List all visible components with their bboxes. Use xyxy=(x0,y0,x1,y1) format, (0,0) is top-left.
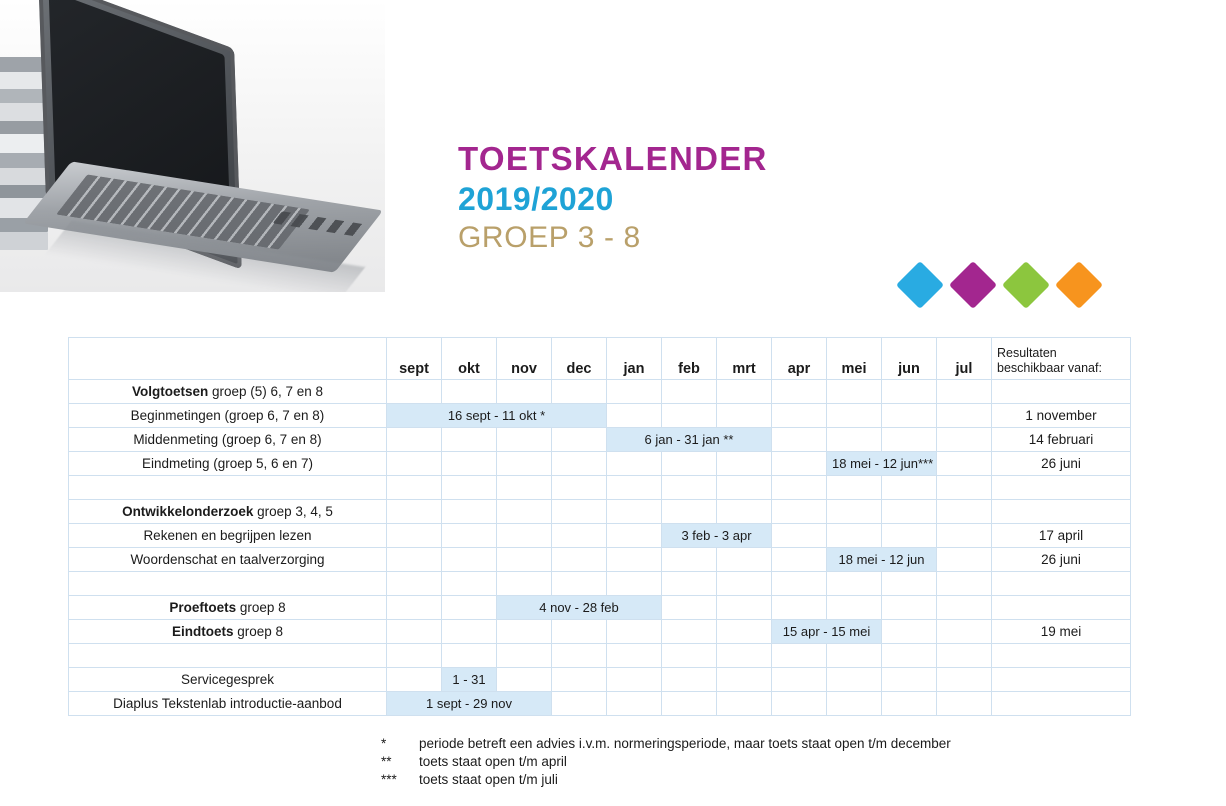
month-cell xyxy=(552,380,607,404)
table-row xyxy=(69,380,1131,404)
month-cell xyxy=(442,596,497,620)
month-cell xyxy=(717,644,772,668)
diamond-icon-purple xyxy=(949,261,997,309)
month-cell xyxy=(827,524,882,548)
page-subtitle-group: GROEP 3 - 8 xyxy=(458,220,641,254)
result-date-cell xyxy=(992,572,1131,596)
month-cell xyxy=(607,668,662,692)
month-cell xyxy=(717,404,772,428)
month-cell xyxy=(717,452,772,476)
column-header-month: mei xyxy=(827,338,882,380)
table-row xyxy=(69,524,1131,548)
footnote-marker: * xyxy=(381,736,387,751)
month-cell xyxy=(552,500,607,524)
month-cell xyxy=(607,644,662,668)
row-label-text: Beginmetingen (groep 6, 7 en 8) xyxy=(130,408,325,423)
column-header-activity xyxy=(69,338,387,380)
month-cell xyxy=(882,692,937,716)
column-header-month: apr xyxy=(772,338,827,380)
column-header-month: mrt xyxy=(717,338,772,380)
row-label xyxy=(69,404,387,428)
month-cell xyxy=(717,596,772,620)
period-band: 6 jan - 31 jan ** xyxy=(607,428,772,452)
month-cell xyxy=(937,668,992,692)
month-cell xyxy=(607,692,662,716)
month-cell xyxy=(442,380,497,404)
period-band: 16 sept - 11 okt * xyxy=(387,404,607,428)
month-cell xyxy=(442,644,497,668)
month-cell xyxy=(662,668,717,692)
table-row xyxy=(69,692,1131,716)
month-cell xyxy=(827,476,882,500)
month-cell xyxy=(772,404,827,428)
column-header-results-line1: Resultaten xyxy=(997,345,1057,360)
month-cell xyxy=(387,644,442,668)
result-date-cell xyxy=(992,644,1131,668)
month-cell xyxy=(772,524,827,548)
diamond-icon-blue xyxy=(896,261,944,309)
month-cell xyxy=(882,524,937,548)
month-cell xyxy=(497,548,552,572)
period-band: 4 nov - 28 feb xyxy=(497,596,662,620)
month-cell xyxy=(772,572,827,596)
month-cell xyxy=(607,572,662,596)
month-cell xyxy=(882,476,937,500)
row-label-strong: Proeftoets xyxy=(169,600,237,615)
row-label xyxy=(69,668,387,692)
month-cell xyxy=(882,380,937,404)
month-cell xyxy=(772,668,827,692)
result-date-cell xyxy=(992,500,1131,524)
month-cell xyxy=(827,428,882,452)
month-cell xyxy=(882,572,937,596)
month-cell xyxy=(387,572,442,596)
month-cell xyxy=(442,500,497,524)
month-cell xyxy=(772,644,827,668)
month-cell xyxy=(662,572,717,596)
month-cell xyxy=(442,620,497,644)
month-cell xyxy=(442,428,497,452)
month-cell xyxy=(827,404,882,428)
month-cell xyxy=(937,476,992,500)
month-cell xyxy=(937,404,992,428)
month-cell xyxy=(387,476,442,500)
month-cell xyxy=(827,572,882,596)
month-cell xyxy=(772,500,827,524)
month-cell xyxy=(497,524,552,548)
result-date-cell: 1 november xyxy=(992,404,1131,428)
footnote-text: toets staat open t/m april xyxy=(419,753,567,769)
month-cell xyxy=(772,548,827,572)
footnote-text: periode betreft een advies i.v.m. normeringsperiode, maar toets staat open t/m december xyxy=(419,736,951,751)
month-cell xyxy=(662,692,717,716)
month-cell xyxy=(717,620,772,644)
page-title: TOETSKALENDER xyxy=(458,140,768,177)
month-cell xyxy=(497,452,552,476)
month-cell xyxy=(387,668,442,692)
month-cell xyxy=(387,452,442,476)
month-cell xyxy=(662,500,717,524)
month-cell xyxy=(387,524,442,548)
month-cell xyxy=(717,500,772,524)
month-cell xyxy=(772,452,827,476)
month-cell xyxy=(552,548,607,572)
month-cell xyxy=(387,380,442,404)
period-band: 15 apr - 15 mei xyxy=(772,620,882,644)
table-row xyxy=(69,620,1131,644)
title-block xyxy=(458,140,768,257)
footnote-marker: ** xyxy=(381,753,392,769)
row-label-text: Rekenen en begrijpen lezen xyxy=(143,528,312,543)
month-cell xyxy=(662,644,717,668)
diamond-icon-orange xyxy=(1055,261,1103,309)
month-cell xyxy=(937,692,992,716)
month-cell xyxy=(772,596,827,620)
month-cell xyxy=(607,380,662,404)
footnotes xyxy=(381,735,951,788)
footnote-text: toets staat open t/m juli xyxy=(419,771,558,787)
row-label-text: groep 8 xyxy=(236,600,286,615)
month-cell xyxy=(442,452,497,476)
month-cell xyxy=(937,380,992,404)
page-subtitle-year: 2019/2020 xyxy=(458,180,614,217)
row-label xyxy=(69,428,387,452)
month-cell xyxy=(937,428,992,452)
month-cell xyxy=(937,572,992,596)
month-cell xyxy=(827,668,882,692)
row-label-strong: Ontwikkelonderzoek xyxy=(122,504,254,519)
month-cell xyxy=(387,620,442,644)
month-cell xyxy=(442,476,497,500)
month-cell xyxy=(387,596,442,620)
row-label-text: Middenmeting (groep 6, 7 en 8) xyxy=(133,432,322,447)
result-date-cell: 19 mei xyxy=(992,620,1131,644)
month-cell xyxy=(552,476,607,500)
month-cell xyxy=(497,572,552,596)
month-cell xyxy=(662,596,717,620)
result-date-cell: 26 juni xyxy=(992,452,1131,476)
result-date-cell xyxy=(992,380,1131,404)
month-cell xyxy=(772,380,827,404)
column-header-results-line2: beschikbaar vanaf: xyxy=(997,360,1102,375)
month-cell xyxy=(607,500,662,524)
month-cell xyxy=(607,548,662,572)
month-cell xyxy=(442,548,497,572)
row-label-text: Diaplus Tekstenlab introductie-aanbod xyxy=(113,696,342,711)
column-header-month: feb xyxy=(662,338,717,380)
month-cell xyxy=(772,476,827,500)
row-label xyxy=(69,476,387,500)
column-header-results xyxy=(992,338,1131,380)
table-row xyxy=(69,452,1131,476)
month-cell xyxy=(552,620,607,644)
row-label xyxy=(69,620,387,644)
row-label xyxy=(69,572,387,596)
row-label xyxy=(69,524,387,548)
month-cell xyxy=(772,692,827,716)
period-band: 1 sept - 29 nov xyxy=(387,692,552,716)
month-cell xyxy=(552,452,607,476)
month-cell xyxy=(607,620,662,644)
row-label xyxy=(69,548,387,572)
column-header-month: nov xyxy=(497,338,552,380)
month-cell xyxy=(387,500,442,524)
laptop-and-books-photo xyxy=(0,0,385,292)
month-cell xyxy=(497,428,552,452)
footnote-row xyxy=(381,753,951,771)
month-cell xyxy=(662,620,717,644)
column-header-month: jun xyxy=(882,338,937,380)
month-cell xyxy=(882,404,937,428)
month-cell xyxy=(827,380,882,404)
result-date-cell xyxy=(992,668,1131,692)
row-label-strong: Volgtoetsen xyxy=(131,384,209,399)
month-cell xyxy=(552,572,607,596)
result-date-cell xyxy=(992,476,1131,500)
diamond-decoration-group xyxy=(903,268,1096,302)
column-header-month: okt xyxy=(442,338,497,380)
result-date-cell: 14 februari xyxy=(992,428,1131,452)
month-cell xyxy=(497,620,552,644)
result-date-cell xyxy=(992,596,1131,620)
month-cell xyxy=(497,476,552,500)
month-cell xyxy=(497,668,552,692)
table-row xyxy=(69,596,1131,620)
row-label-text: groep 3, 4, 5 xyxy=(253,504,333,519)
diamond-icon-green xyxy=(1002,261,1050,309)
row-label-strong: Eindtoets xyxy=(171,624,234,639)
header-banner xyxy=(0,0,1226,292)
table-header xyxy=(69,338,1131,380)
column-header-month: jan xyxy=(607,338,662,380)
table-row xyxy=(69,668,1131,692)
month-cell xyxy=(607,404,662,428)
month-cell xyxy=(717,668,772,692)
month-cell xyxy=(387,428,442,452)
footnote-row xyxy=(381,735,951,753)
month-cell xyxy=(552,428,607,452)
row-label-text: Servicegesprek xyxy=(180,672,275,687)
month-cell xyxy=(827,500,882,524)
month-cell xyxy=(937,524,992,548)
row-label-text: groep 8 xyxy=(233,624,284,639)
period-band: 18 mei - 12 jun xyxy=(827,548,937,572)
row-label xyxy=(69,380,387,404)
row-label-text: groep (5) 6, 7 en 8 xyxy=(208,384,324,399)
month-cell xyxy=(772,428,827,452)
table-row xyxy=(69,404,1131,428)
month-cell xyxy=(882,500,937,524)
footnote-marker: *** xyxy=(381,771,397,787)
month-cell xyxy=(937,548,992,572)
month-cell xyxy=(552,668,607,692)
table-spacer-row xyxy=(69,572,1131,596)
month-cell xyxy=(442,524,497,548)
month-cell xyxy=(882,428,937,452)
month-cell xyxy=(662,548,717,572)
table-row xyxy=(69,500,1131,524)
table-spacer-row xyxy=(69,476,1131,500)
month-cell xyxy=(717,572,772,596)
month-cell xyxy=(937,452,992,476)
month-cell xyxy=(937,596,992,620)
column-header-month: jul xyxy=(937,338,992,380)
month-cell xyxy=(827,644,882,668)
month-cell xyxy=(717,476,772,500)
month-cell xyxy=(882,620,937,644)
table-body xyxy=(69,380,1131,716)
result-date-cell: 17 april xyxy=(992,524,1131,548)
month-cell xyxy=(552,524,607,548)
calendar-table-wrapper xyxy=(68,337,1100,716)
table-spacer-row xyxy=(69,644,1131,668)
row-label xyxy=(69,500,387,524)
month-cell xyxy=(717,692,772,716)
month-cell xyxy=(552,644,607,668)
month-cell xyxy=(662,476,717,500)
month-cell xyxy=(497,644,552,668)
column-header-month: sept xyxy=(387,338,442,380)
month-cell xyxy=(662,452,717,476)
table-row xyxy=(69,428,1131,452)
row-label xyxy=(69,692,387,716)
month-cell xyxy=(387,548,442,572)
table-row xyxy=(69,548,1131,572)
month-cell xyxy=(717,380,772,404)
month-cell xyxy=(607,476,662,500)
month-cell xyxy=(662,404,717,428)
period-band: 18 mei - 12 jun*** xyxy=(827,452,937,476)
month-cell xyxy=(882,596,937,620)
month-cell xyxy=(937,644,992,668)
row-label-text: Eindmeting (groep 5, 6 en 7) xyxy=(141,456,314,471)
row-label xyxy=(69,452,387,476)
toetskalender-table xyxy=(68,337,1131,716)
footnote-row xyxy=(381,771,951,789)
month-cell xyxy=(827,692,882,716)
result-date-cell: 26 juni xyxy=(992,548,1131,572)
row-label-text: Woordenschat en taalverzorging xyxy=(130,552,325,567)
month-cell xyxy=(497,500,552,524)
period-band: 3 feb - 3 apr xyxy=(662,524,772,548)
column-header-month: dec xyxy=(552,338,607,380)
month-cell xyxy=(607,524,662,548)
month-cell xyxy=(552,692,607,716)
row-label xyxy=(69,644,387,668)
table-header-row xyxy=(69,338,1131,380)
month-cell xyxy=(442,572,497,596)
month-cell xyxy=(607,452,662,476)
month-cell xyxy=(662,380,717,404)
month-cell xyxy=(937,620,992,644)
month-cell xyxy=(882,668,937,692)
month-cell xyxy=(827,596,882,620)
month-cell xyxy=(937,500,992,524)
month-cell xyxy=(497,380,552,404)
result-date-cell xyxy=(992,692,1131,716)
period-band: 1 - 31 xyxy=(442,668,497,692)
row-label xyxy=(69,596,387,620)
month-cell xyxy=(882,644,937,668)
month-cell xyxy=(717,548,772,572)
